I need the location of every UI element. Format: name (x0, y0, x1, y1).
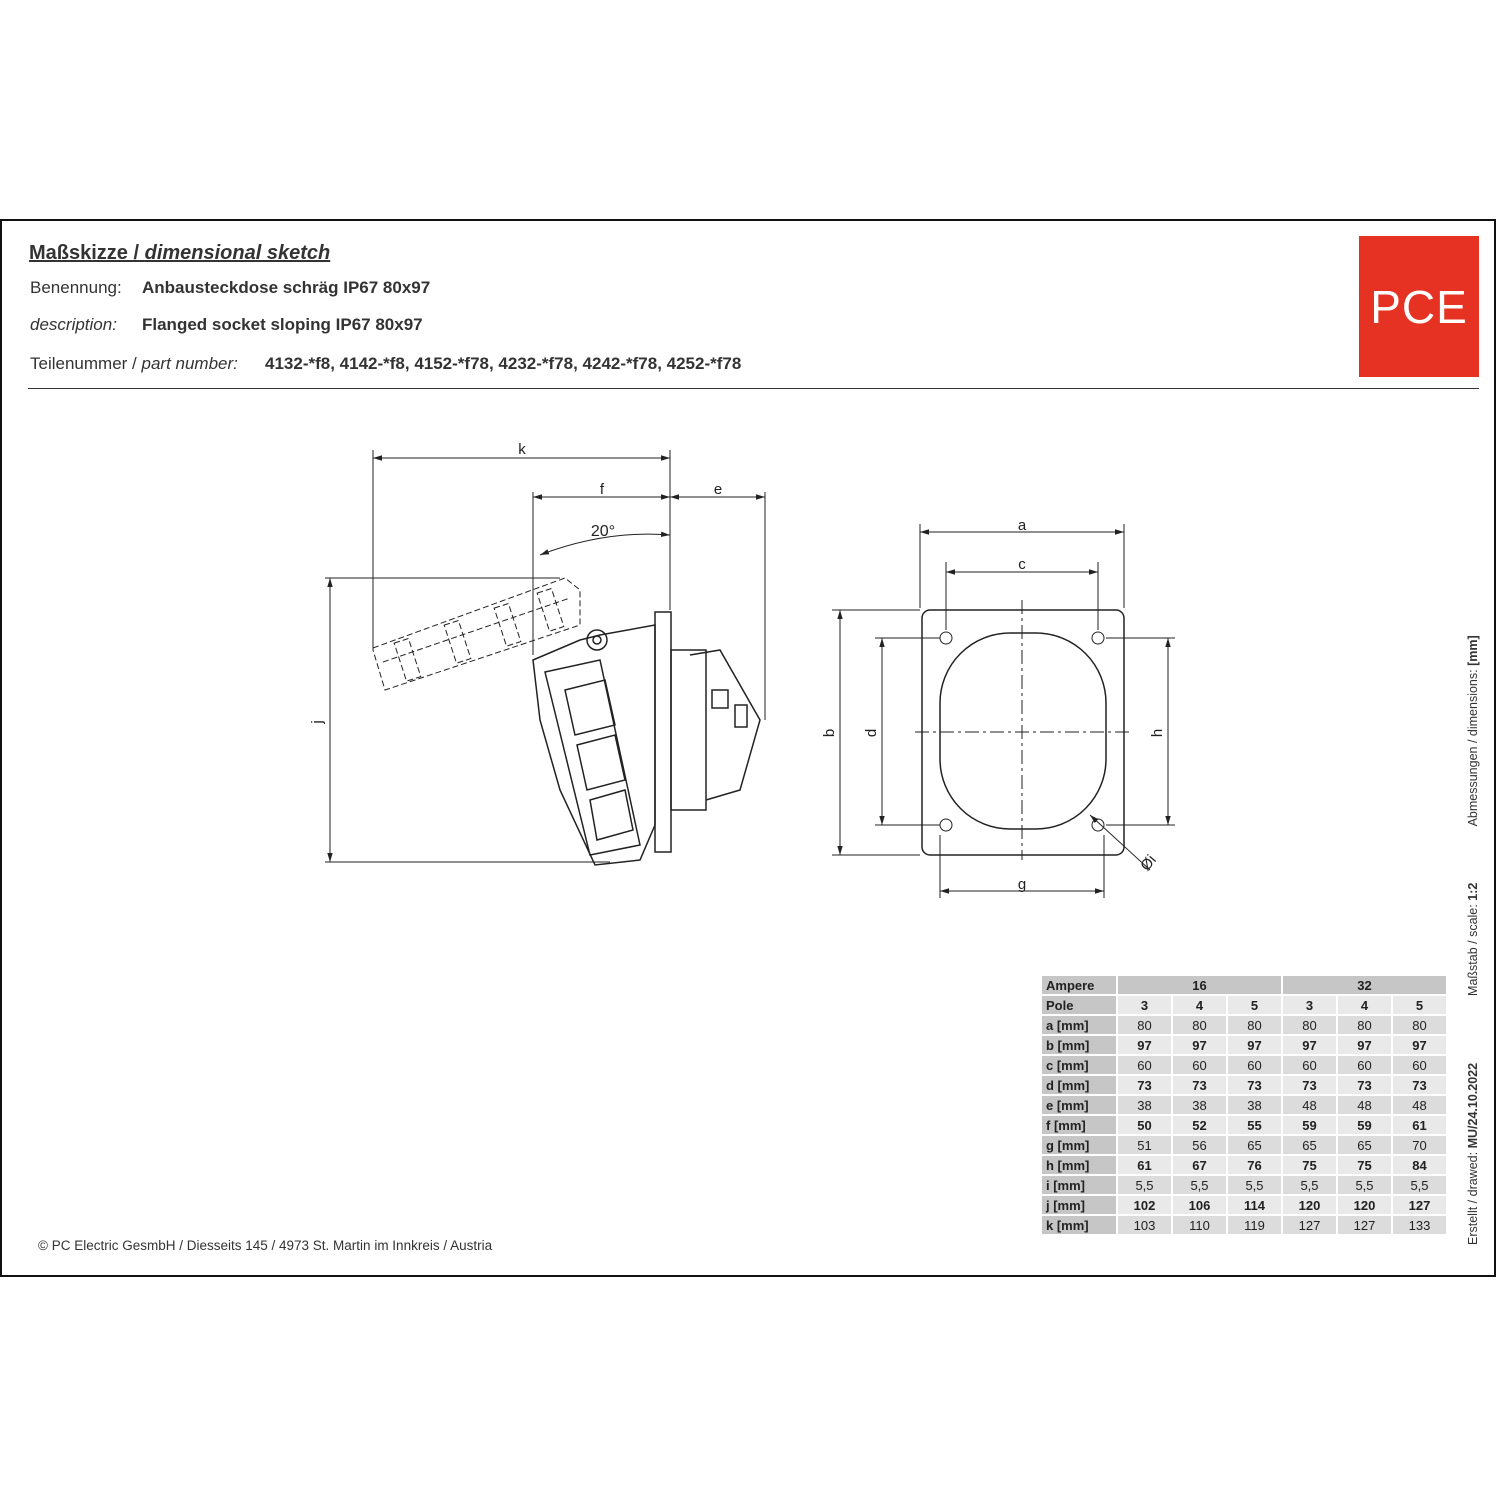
row-label: e [mm] (1042, 1096, 1116, 1116)
table-cell: 120 (1283, 1196, 1336, 1216)
table-cell: 73 (1393, 1076, 1446, 1096)
row-label: i [mm] (1042, 1176, 1116, 1196)
table-cell: 80 (1393, 1016, 1446, 1036)
socket-body (533, 612, 760, 865)
table-cell: 73 (1173, 1076, 1226, 1096)
ampere-16-header: 16 (1118, 976, 1281, 996)
label-a: a (1017, 517, 1027, 534)
table-row (1042, 1096, 1446, 1116)
table-cell: 60 (1338, 1056, 1391, 1076)
table-header-pole: Pole 3 4 5 3 4 5 (1042, 996, 1446, 1016)
table-cell: 133 (1393, 1216, 1446, 1236)
table-row (1042, 1056, 1446, 1076)
row-label: c [mm] (1042, 1056, 1116, 1076)
table-cell: 48 (1393, 1096, 1446, 1116)
pce-logo: PCE (1359, 236, 1479, 377)
table-cell: 60 (1228, 1056, 1281, 1076)
table-cell: 5,5 (1228, 1176, 1281, 1196)
description-value: Flanged socket sloping IP67 80x97 (142, 315, 423, 334)
table-cell: 60 (1283, 1056, 1336, 1076)
row-label: f [mm] (1042, 1116, 1116, 1136)
row-label: j [mm] (1042, 1196, 1116, 1216)
table-cell: 114 (1228, 1196, 1281, 1216)
name-label: Benennung: (30, 278, 122, 297)
label-d: d (863, 728, 880, 738)
side-view (325, 450, 765, 865)
table-cell: 65 (1283, 1136, 1336, 1156)
table-cell: 97 (1173, 1036, 1226, 1056)
table-cell: 76 (1228, 1156, 1281, 1176)
table-cell: 67 (1173, 1156, 1226, 1176)
table-cell: 60 (1118, 1056, 1171, 1076)
table-cell: 38 (1228, 1096, 1281, 1116)
table-cell: 103 (1118, 1216, 1171, 1236)
table-cell: 5,5 (1118, 1176, 1171, 1196)
table-cell: 73 (1283, 1076, 1336, 1096)
table-cell: 73 (1338, 1076, 1391, 1096)
table-cell: 5,5 (1283, 1176, 1336, 1196)
label-h: h (1149, 728, 1166, 738)
table-row (1042, 1196, 1446, 1216)
table-cell: 75 (1283, 1156, 1336, 1176)
label-f: f (599, 481, 605, 498)
row-label: b [mm] (1042, 1036, 1116, 1056)
label-b: b (821, 728, 838, 738)
label-angle: 20° (590, 523, 616, 540)
table-cell: 61 (1118, 1156, 1171, 1176)
table-cell: 84 (1393, 1156, 1446, 1176)
table-cell: 127 (1283, 1216, 1336, 1236)
label-c: c (1018, 556, 1026, 573)
table-row (1042, 1136, 1446, 1156)
row-label: a [mm] (1042, 1016, 1116, 1036)
table-body (1042, 1016, 1446, 1236)
table-row (1042, 1116, 1446, 1136)
table-row (1042, 1036, 1446, 1056)
label-k: k (518, 441, 526, 458)
table-cell: 50 (1118, 1116, 1171, 1136)
table-cell: 97 (1338, 1036, 1391, 1056)
table-cell: 127 (1338, 1216, 1391, 1236)
table-cell: 65 (1338, 1136, 1391, 1156)
front-view (832, 524, 1175, 898)
socket-opening (940, 633, 1106, 829)
table-cell: 5,5 (1338, 1176, 1391, 1196)
table-cell: 80 (1228, 1016, 1281, 1036)
row-label: g [mm] (1042, 1136, 1116, 1156)
sidebar-info: Erstellt / drawed: MU/24.10.2022 Maßstab / scale: 1:2 Abmessungen / dimensions: [mm] (1466, 635, 1480, 1245)
row-label: h [mm] (1042, 1156, 1116, 1176)
part-number-label: Teilenummer / part number: (30, 354, 238, 373)
table-cell: 110 (1173, 1216, 1226, 1236)
table-header-ampere: Ampere 16 32 (1042, 976, 1446, 996)
table-cell: 73 (1228, 1076, 1281, 1096)
label-g: g (1017, 876, 1027, 893)
table-cell: 5,5 (1173, 1176, 1226, 1196)
table-cell: 80 (1338, 1016, 1391, 1036)
table-cell: 97 (1118, 1036, 1171, 1056)
table-row (1042, 1156, 1446, 1176)
label-i: Øi (1137, 851, 1160, 875)
table-cell: 75 (1338, 1156, 1391, 1176)
table-cell: 65 (1228, 1136, 1281, 1156)
table-cell: 59 (1283, 1116, 1336, 1136)
table-row (1042, 1176, 1446, 1196)
table-row (1042, 1216, 1446, 1236)
table-cell: 52 (1173, 1116, 1226, 1136)
table-cell: 97 (1228, 1036, 1281, 1056)
copyright-footer: © PC Electric GesmbH / Diesseits 145 / 4973 St. Martin im Innkreis / Austria (38, 1238, 493, 1253)
label-j: j (309, 720, 326, 724)
table-cell: 38 (1118, 1096, 1171, 1116)
table-cell: 106 (1173, 1196, 1226, 1216)
table-row (1042, 1016, 1446, 1036)
part-number-value: 4132-*f8, 4142-*f8, 4152-*f78, 4232-*f78, 4242-*f78, 4252-*f78 (265, 354, 742, 373)
table-cell: 80 (1173, 1016, 1226, 1036)
ampere-32-header: 32 (1283, 976, 1446, 996)
table-cell: 38 (1173, 1096, 1226, 1116)
table-cell: 102 (1118, 1196, 1171, 1216)
table-cell: 51 (1118, 1136, 1171, 1156)
table-cell: 60 (1393, 1056, 1446, 1076)
table-cell: 55 (1228, 1116, 1281, 1136)
table-cell: 97 (1393, 1036, 1446, 1056)
row-label: d [mm] (1042, 1076, 1116, 1096)
name-value: Anbausteckdose schräg IP67 80x97 (142, 278, 431, 297)
row-label: k [mm] (1042, 1216, 1116, 1236)
table-cell: 61 (1393, 1116, 1446, 1136)
table-cell: 97 (1283, 1036, 1336, 1056)
table-cell: 59 (1338, 1116, 1391, 1136)
dimension-table (1040, 976, 1448, 1236)
table-cell: 48 (1283, 1096, 1336, 1116)
table-cell: 119 (1228, 1216, 1281, 1236)
table-row (1042, 1076, 1446, 1096)
table-cell: 80 (1283, 1016, 1336, 1036)
table-cell: 56 (1173, 1136, 1226, 1156)
sketch-title: Maßskizze / dimensional sketch (29, 242, 331, 264)
table-cell: 80 (1118, 1016, 1171, 1036)
side-view-labels (309, 441, 722, 725)
table-cell: 70 (1393, 1136, 1446, 1156)
label-e: e (713, 481, 723, 498)
table-cell: 73 (1118, 1076, 1171, 1096)
table-cell: 5,5 (1393, 1176, 1446, 1196)
description-label: description: (30, 315, 117, 334)
lid-outline (373, 578, 580, 690)
table-cell: 127 (1393, 1196, 1446, 1216)
table-cell: 120 (1338, 1196, 1391, 1216)
table-cell: 60 (1173, 1056, 1226, 1076)
table-cell: 48 (1338, 1096, 1391, 1116)
